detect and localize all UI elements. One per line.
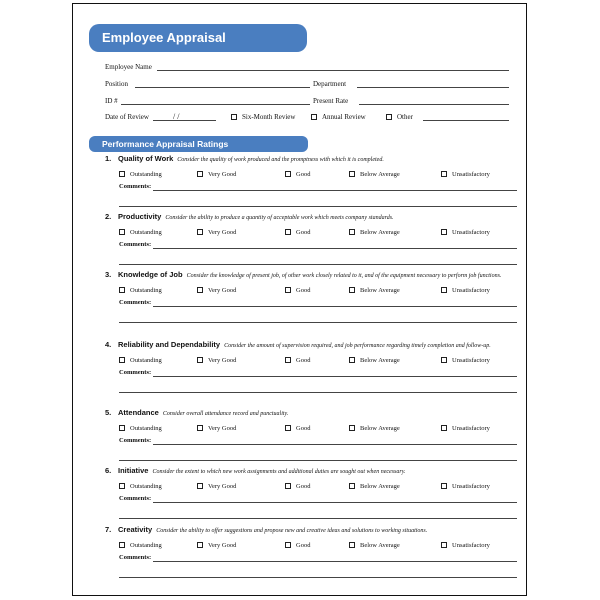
comments-line-2[interactable]	[119, 322, 517, 323]
item-description: Consider the knowledge of present job, of other work closely related to it, and of the equipment necessary to perform job functions.	[186, 273, 502, 279]
option-outstanding[interactable]	[119, 170, 162, 180]
other-review-label: Other	[397, 113, 413, 121]
option-very-good[interactable]	[197, 482, 236, 492]
option-below-average[interactable]	[349, 424, 400, 434]
item-title: Creativity	[118, 525, 153, 534]
item-title: Initiative	[118, 466, 149, 475]
rating-item-attendance	[105, 408, 517, 446]
option-label: Very Good	[208, 229, 237, 236]
comments-line-2[interactable]	[119, 392, 517, 393]
rating-options	[105, 170, 517, 180]
option-good[interactable]	[285, 424, 310, 434]
item-description: Consider the extent to which new work assignments and additional duties are sought out when necessary.	[152, 469, 406, 475]
checkbox-good[interactable]	[285, 229, 291, 235]
checkbox-outstanding[interactable]	[119, 425, 125, 431]
option-label: Good	[296, 425, 311, 432]
comments-line-2[interactable]	[119, 264, 517, 265]
option-unsatisfactory[interactable]	[441, 356, 490, 366]
option-label: Good	[296, 287, 311, 294]
option-unsatisfactory[interactable]	[441, 541, 490, 551]
present-rate-field[interactable]	[359, 104, 509, 105]
item-number: 6.	[105, 466, 112, 475]
option-label: Below Average	[360, 287, 400, 294]
annual-review-checkbox[interactable]	[311, 114, 317, 120]
option-label: Very Good	[208, 483, 237, 490]
option-below-average[interactable]	[349, 356, 400, 366]
option-label: Unsatisfactory	[452, 171, 490, 178]
comments-row	[105, 436, 517, 446]
checkbox-unsatisfactory[interactable]	[441, 425, 447, 431]
item-description: Consider the ability to offer suggestions and propose new and creative ideas and solutions to working situations.	[156, 528, 428, 534]
item-description: Consider the ability to produce a quantity of acceptable work which meets company standards.	[165, 215, 394, 221]
position-field[interactable]	[135, 87, 310, 88]
option-label: Below Average	[360, 229, 400, 236]
item-heading	[105, 466, 517, 477]
item-heading	[105, 525, 517, 536]
option-label: Below Average	[360, 357, 400, 364]
comments-row	[105, 368, 517, 378]
comments-row	[105, 553, 517, 563]
section-title: Performance Appraisal Ratings	[89, 136, 308, 152]
checkbox-good[interactable]	[285, 171, 291, 177]
checkbox-very-good[interactable]	[197, 287, 203, 293]
comments-row	[105, 298, 517, 308]
option-label: Outstanding	[130, 357, 162, 364]
option-very-good[interactable]	[197, 286, 236, 296]
option-label: Outstanding	[130, 542, 162, 549]
option-label: Very Good	[208, 542, 237, 549]
option-label: Unsatisfactory	[452, 229, 490, 236]
comments-row	[105, 240, 517, 250]
checkbox-below-average[interactable]	[349, 425, 355, 431]
appraisal-form-sheet	[72, 3, 527, 596]
option-outstanding[interactable]	[119, 228, 162, 238]
date-separators: / /	[173, 112, 180, 121]
checkbox-below-average[interactable]	[349, 287, 355, 293]
item-description: Consider the quality of work produced and the promptness with which it is completed.	[177, 157, 384, 163]
item-title: Attendance	[118, 408, 159, 417]
item-number: 3.	[105, 270, 112, 279]
six-month-review-option[interactable]	[231, 113, 295, 122]
rating-item-initiative	[105, 466, 517, 504]
option-label: Unsatisfactory	[452, 483, 490, 490]
item-title: Quality of Work	[118, 154, 174, 163]
option-label: Very Good	[208, 287, 237, 294]
item-title: Knowledge of Job	[118, 270, 183, 279]
option-label: Unsatisfactory	[452, 287, 490, 294]
option-label: Outstanding	[130, 483, 162, 490]
rating-item-productivity	[105, 212, 517, 250]
checkbox-unsatisfactory[interactable]	[441, 542, 447, 548]
comments-label: Comments:	[119, 183, 152, 190]
option-label: Below Average	[360, 483, 400, 490]
option-unsatisfactory[interactable]	[441, 482, 490, 492]
comments-row	[105, 494, 517, 504]
option-very-good[interactable]	[197, 170, 236, 180]
rating-options	[105, 541, 517, 551]
checkbox-very-good[interactable]	[197, 425, 203, 431]
item-heading	[105, 212, 517, 223]
item-number: 7.	[105, 525, 112, 534]
option-very-good[interactable]	[197, 424, 236, 434]
checkbox-below-average[interactable]	[349, 542, 355, 548]
comments-line[interactable]	[153, 561, 517, 562]
comments-row	[105, 182, 517, 192]
option-label: Outstanding	[130, 171, 162, 178]
option-label: Very Good	[208, 425, 237, 432]
option-below-average[interactable]	[349, 170, 400, 180]
checkbox-outstanding[interactable]	[119, 542, 125, 548]
option-below-average[interactable]	[349, 228, 400, 238]
option-label: Good	[296, 483, 311, 490]
option-label: Unsatisfactory	[452, 542, 490, 549]
checkbox-very-good[interactable]	[197, 229, 203, 235]
comments-label: Comments:	[119, 554, 152, 561]
option-label: Good	[296, 171, 311, 178]
checkbox-outstanding[interactable]	[119, 287, 125, 293]
option-below-average[interactable]	[349, 286, 400, 296]
checkbox-good[interactable]	[285, 425, 291, 431]
checkbox-below-average[interactable]	[349, 229, 355, 235]
date-of-review-field[interactable]	[153, 120, 216, 121]
checkbox-below-average[interactable]	[349, 171, 355, 177]
other-review-option[interactable]	[386, 113, 413, 122]
option-good[interactable]	[285, 482, 310, 492]
rating-options	[105, 356, 517, 366]
item-description: Consider the amount of supervision required, and job performance regarding timely completion and follow-up.	[224, 343, 491, 349]
checkbox-very-good[interactable]	[197, 357, 203, 363]
comments-line-2[interactable]	[119, 460, 517, 461]
other-review-field[interactable]	[423, 120, 509, 121]
comments-label: Comments:	[119, 369, 152, 376]
option-label: Outstanding	[130, 287, 162, 294]
six-month-review-checkbox[interactable]	[231, 114, 237, 120]
option-label: Below Average	[360, 425, 400, 432]
option-outstanding[interactable]	[119, 482, 162, 492]
comments-line[interactable]	[153, 502, 517, 503]
option-outstanding[interactable]	[119, 424, 162, 434]
comments-label: Comments:	[119, 241, 152, 248]
checkbox-good[interactable]	[285, 542, 291, 548]
item-number: 5.	[105, 408, 112, 417]
option-good[interactable]	[285, 228, 310, 238]
option-good[interactable]	[285, 170, 310, 180]
option-unsatisfactory[interactable]	[441, 424, 490, 434]
checkbox-unsatisfactory[interactable]	[441, 287, 447, 293]
checkbox-below-average[interactable]	[349, 483, 355, 489]
comments-line-2[interactable]	[119, 518, 517, 519]
option-unsatisfactory[interactable]	[441, 170, 490, 180]
item-title: Productivity	[118, 212, 162, 221]
checkbox-good[interactable]	[285, 357, 291, 363]
item-number: 1.	[105, 154, 112, 163]
option-label: Outstanding	[130, 425, 162, 432]
comments-line[interactable]	[153, 190, 517, 191]
employee-name-field[interactable]	[157, 70, 509, 71]
date-of-review-label: Date of Review	[105, 113, 149, 121]
annual-review-option[interactable]	[311, 113, 366, 122]
option-label: Good	[296, 229, 311, 236]
option-label: Good	[296, 357, 311, 364]
rating-options	[105, 286, 517, 296]
item-description: Consider overall attendance record and punctuality.	[162, 411, 289, 417]
checkbox-very-good[interactable]	[197, 171, 203, 177]
option-good[interactable]	[285, 356, 310, 366]
checkbox-unsatisfactory[interactable]	[441, 483, 447, 489]
id-field[interactable]	[121, 104, 310, 105]
option-label: Below Average	[360, 171, 400, 178]
rating-options	[105, 228, 517, 238]
comments-line-2[interactable]	[119, 206, 517, 207]
comments-label: Comments:	[119, 299, 152, 306]
option-very-good[interactable]	[197, 228, 236, 238]
checkbox-unsatisfactory[interactable]	[441, 357, 447, 363]
employee-name-label: Employee Name	[105, 63, 152, 71]
rating-item-reliability	[105, 340, 517, 378]
option-label: Very Good	[208, 357, 237, 364]
id-label: ID #	[105, 97, 118, 105]
comments-line[interactable]	[153, 248, 517, 249]
checkbox-good[interactable]	[285, 483, 291, 489]
item-title: Reliability and Dependability	[118, 340, 221, 349]
rating-options	[105, 424, 517, 434]
option-very-good[interactable]	[197, 541, 236, 551]
option-label: Below Average	[360, 542, 400, 549]
comments-line[interactable]	[153, 444, 517, 445]
six-month-review-label: Six-Month Review	[242, 113, 296, 121]
rating-options	[105, 482, 517, 492]
item-number: 4.	[105, 340, 112, 349]
comments-label: Comments:	[119, 495, 152, 502]
checkbox-good[interactable]	[285, 287, 291, 293]
rating-item-quality-of-work	[105, 154, 517, 192]
form-title: Employee Appraisal	[89, 24, 307, 52]
comments-line[interactable]	[153, 376, 517, 377]
option-outstanding[interactable]	[119, 356, 162, 366]
rating-item-knowledge-of-job	[105, 270, 517, 308]
option-good[interactable]	[285, 286, 310, 296]
department-field[interactable]	[357, 87, 509, 88]
item-heading	[105, 154, 517, 165]
item-number: 2.	[105, 212, 112, 221]
checkbox-outstanding[interactable]	[119, 483, 125, 489]
option-outstanding[interactable]	[119, 541, 162, 551]
option-unsatisfactory[interactable]	[441, 286, 490, 296]
option-label: Very Good	[208, 171, 237, 178]
option-label: Outstanding	[130, 229, 162, 236]
option-below-average[interactable]	[349, 482, 400, 492]
option-label: Unsatisfactory	[452, 357, 490, 364]
checkbox-very-good[interactable]	[197, 483, 203, 489]
present-rate-label: Present Rate	[313, 97, 349, 105]
comments-label: Comments:	[119, 437, 152, 444]
item-heading	[105, 270, 517, 281]
option-below-average[interactable]	[349, 541, 400, 551]
checkbox-outstanding[interactable]	[119, 229, 125, 235]
item-heading	[105, 408, 517, 419]
option-good[interactable]	[285, 541, 310, 551]
position-label: Position	[105, 80, 128, 88]
comments-line[interactable]	[153, 306, 517, 307]
annual-review-label: Annual Review	[322, 113, 366, 121]
rating-item-creativity	[105, 525, 517, 563]
checkbox-outstanding[interactable]	[119, 171, 125, 177]
other-review-checkbox[interactable]	[386, 114, 392, 120]
checkbox-below-average[interactable]	[349, 357, 355, 363]
option-outstanding[interactable]	[119, 286, 162, 296]
option-unsatisfactory[interactable]	[441, 228, 490, 238]
item-heading	[105, 340, 517, 351]
option-label: Unsatisfactory	[452, 425, 490, 432]
comments-line-2[interactable]	[119, 577, 517, 578]
option-label: Good	[296, 542, 311, 549]
option-very-good[interactable]	[197, 356, 236, 366]
department-label: Department	[313, 80, 347, 88]
checkbox-outstanding[interactable]	[119, 357, 125, 363]
checkbox-very-good[interactable]	[197, 542, 203, 548]
checkbox-unsatisfactory[interactable]	[441, 229, 447, 235]
checkbox-unsatisfactory[interactable]	[441, 171, 447, 177]
